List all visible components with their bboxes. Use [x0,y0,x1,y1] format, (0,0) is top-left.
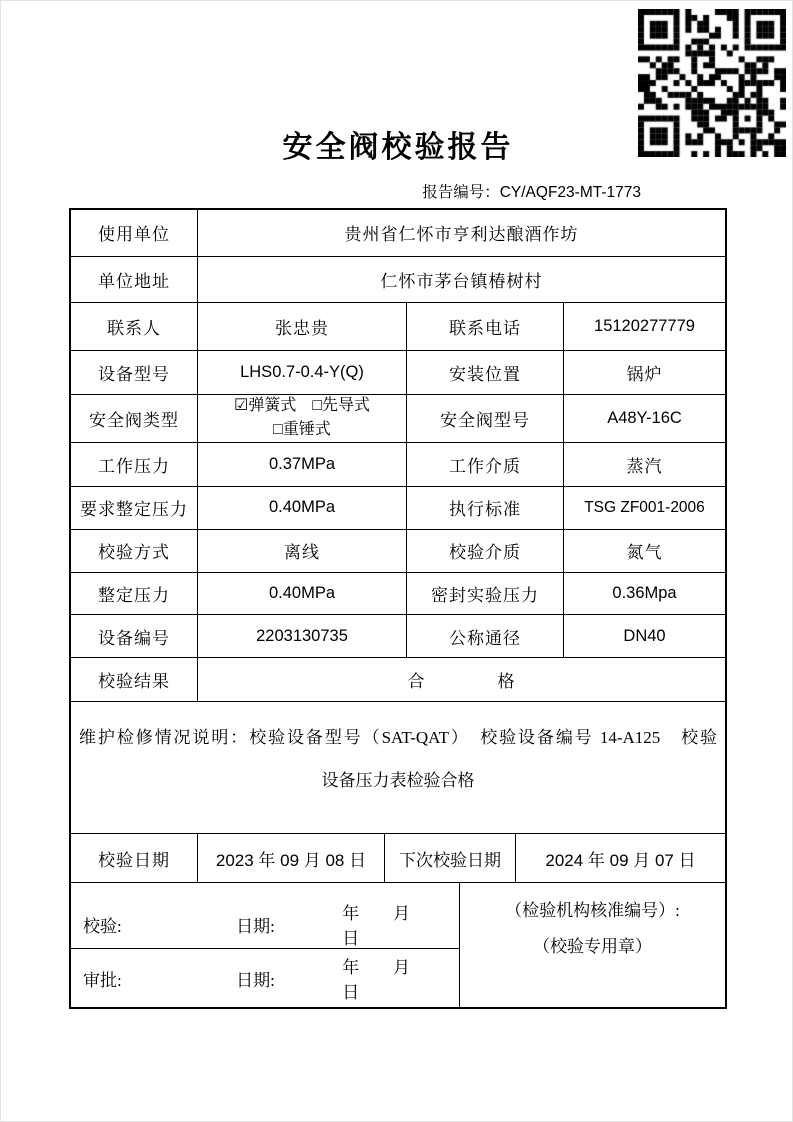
next-date-value: 2024 年 09 月 07 日 [515,834,725,882]
approve-ymd: 年 月 日 [342,958,445,1003]
seal-pressure-label: 密封实验压力 [406,573,563,615]
valve-type-label: 安全阀类型 [89,410,179,430]
calib-date-value: 2023 年 09 月 08 日 [197,834,384,882]
calib-medium-label: 校验介质 [406,530,563,572]
pilot-type-checkbox: □先导式 [312,397,371,415]
equip-model-label: 设备型号 [98,364,170,384]
set-pressure-label: 整定压力 [98,586,170,606]
diameter-label: 公称通径 [406,615,563,657]
equip-no-value: 2203130735 [197,615,406,657]
table-row [71,486,725,529]
approve-label: 审批: [83,970,122,990]
calib-method-value: 离线 [197,530,406,572]
table-row [71,657,725,701]
phone-label: 联系电话 [406,303,563,350]
valve-type-line1 [234,395,370,419]
table-row [71,350,725,394]
calib-date-label: 校验日期 [98,850,170,870]
phone-value: 15120277779 [563,303,725,350]
report-number-label: 报告编号： [422,184,500,201]
approve-sign-cell [71,948,459,1007]
next-date-label: 下次校验日期 [384,834,515,882]
work-pressure-label: 工作压力 [98,456,170,476]
work-medium-value: 蒸汽 [563,443,725,486]
verify-label: 校验: [83,916,122,936]
calib-medium-value: 氮气 [563,530,725,572]
maintenance-line1: 维护检修情况说明：校验设备型号（SAT-QAT） 校验设备编号 14-A125 校验 [79,728,717,748]
report-number [69,180,641,202]
use-unit-value: 贵州省仁怀市亨利达酿酒作坊 [197,210,725,256]
org-approval-no-label: （检验机构核准编号）: [505,901,680,921]
set-pressure-value: 0.40MPa [197,573,406,615]
approve-sign-row [71,948,725,1007]
verify-date-label: 日期: [236,916,275,936]
calib-method-label: 校验方式 [98,543,170,563]
maintenance-line2: 设备压力表检验合格 [321,771,475,791]
req-set-pressure-value: 0.40MPa [197,487,406,529]
address-label: 单位地址 [98,271,170,291]
valve-type-checkboxes [197,395,406,442]
table-row [71,529,725,572]
approve-date-label: 日期: [236,970,275,990]
report-table [69,208,727,1009]
equip-model-value: LHS0.7-0.4-Y(Q) [197,351,406,394]
stamp-cell-bottom [459,948,725,1007]
contact-label: 联系人 [107,318,161,338]
valve-model-label: 安全阀型号 [406,395,563,442]
diameter-value: DN40 [563,615,725,657]
table-row [71,256,725,302]
report-number-value: CY/AQF23-MT-1773 [499,184,641,201]
table-row [71,302,725,350]
standard-label: 执行标准 [406,487,563,529]
weight-type-checkbox: □重锤式 [273,421,331,439]
verify-sign-row [71,882,725,957]
work-medium-label: 工作介质 [406,443,563,486]
date-row [71,833,725,882]
req-set-pressure-label: 要求整定压力 [80,500,188,520]
address-value: 仁怀市茅台镇椿树村 [197,257,725,302]
install-pos-value: 锅炉 [563,351,725,394]
install-pos-label: 安装位置 [406,351,563,394]
seal-pressure-value: 0.36Mpa [563,573,725,615]
page-title: 安全阀校验报告 [282,131,514,164]
valve-model-value: A48Y-16C [563,395,725,442]
table-row [71,614,725,657]
equip-no-label: 设备编号 [98,628,170,648]
table-row [71,210,725,256]
verify-ymd: 年 月 日 [342,904,445,949]
table-row [71,572,725,615]
result-label: 校验结果 [98,672,170,692]
standard-value: TSG ZF001-2006 [563,487,725,529]
maintenance-note [71,701,725,833]
use-unit-label: 使用单位 [98,225,170,245]
table-row [71,442,725,486]
stamp-label: （校验专用章） [533,937,652,957]
table-row [71,394,725,442]
work-pressure-value: 0.37MPa [197,443,406,486]
spring-type-checkbox-checked: ☑弹簧式 [233,397,297,415]
contact-value: 张忠贵 [197,303,406,350]
result-value: 合 格 [197,658,725,701]
